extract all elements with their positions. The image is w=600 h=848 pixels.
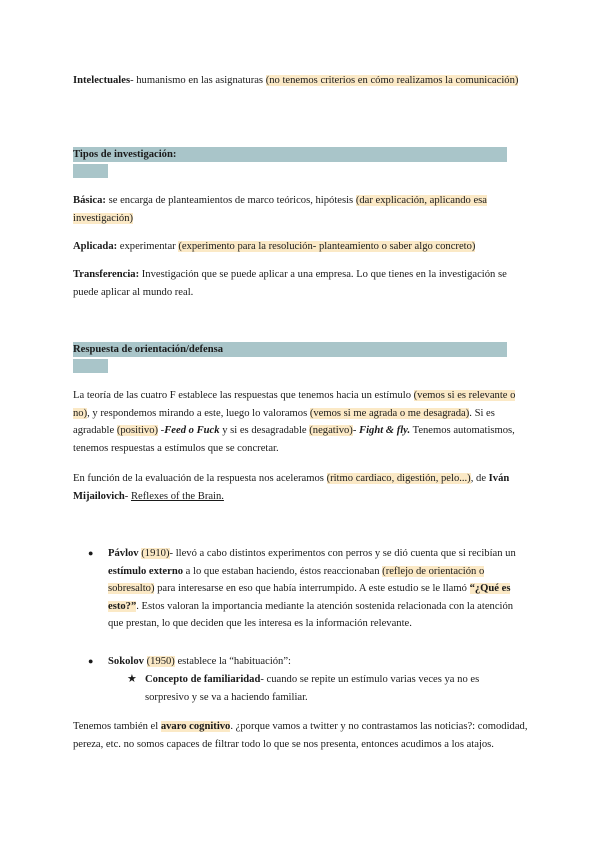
avaro-cognitivo-highlight: avaro cognitivo — [160, 721, 231, 732]
pavlov-list-item — [108, 545, 518, 633]
pavlov-text-3: para interesarse en eso que había interrumpido. A este estudio se le llamó — [154, 583, 470, 594]
p1-feed-or-fuck: Feed o Fuck — [164, 425, 220, 436]
sokolov-list-item — [108, 653, 518, 671]
pavlov-que-es-esto: “¿Qué es esto?” — [108, 583, 511, 612]
sokolov-year: (1950) — [146, 656, 175, 667]
basica-text: se encarga de planteamientos de marco teóricos, hipótesis — [105, 195, 356, 206]
p2-text-a: En función de la evaluación de la respuesta nos aceleramos — [73, 473, 327, 484]
pavlov-name: Pávlov — [108, 548, 139, 559]
pavlov-year: (1910) — [141, 548, 170, 559]
basica-paragraph — [73, 192, 528, 227]
star-icon: ★ — [127, 673, 137, 685]
p1-text-g: Tenemos automatismos, tenemos respuestas a estímulos que se concretar. — [73, 425, 515, 454]
p1-highlight-2: (vemos si me agrada o me desagrada) — [309, 407, 470, 419]
p1-text-b: , y respondemos mirando a este, luego lo valoramos — [87, 407, 310, 419]
pavlov-estimulo-externo: estímulo externo — [108, 565, 184, 577]
pavlov-text-4: . Estos valoran la importancia mediante la atención sostenida relacionada con la atención que prestan, lo que deciden que les interesa es la información relevante. — [108, 600, 514, 629]
basica-highlight: (dar explicación, aplicando esa investigación) — [73, 195, 488, 224]
p2-ivan-name: Iván Mijailovich — [73, 473, 510, 502]
p2-text-b: , de — [470, 473, 489, 484]
aplicada-paragraph — [73, 238, 528, 256]
section-subbar-tipos — [73, 164, 108, 178]
basica-label: Básica: — [73, 195, 106, 206]
bullet-icon: ● — [88, 548, 94, 558]
p2-text-c: - — [124, 490, 131, 502]
sokolov-name: Sokolov — [108, 656, 144, 667]
p1-text-f: - — [352, 425, 360, 436]
concepto-text: - cuando se repite un estímulo varias veces ya no es sorpresivo y se va a haciendo familiar. — [145, 674, 480, 703]
final-text-b: . ¿porque vamos a twitter y no contrastamos las noticias?: comodidad, pereza, etc. no somos capaces de filtrar todo lo que se nos presenta, entonces acudimos a los atajos. — [73, 721, 528, 750]
intelectuales-paragraph — [73, 72, 528, 90]
section-heading-respuesta — [73, 342, 507, 357]
evaluacion-paragraph — [73, 470, 528, 505]
bullet-icon: ● — [88, 656, 94, 666]
p1-fight-and-fly: Fight & fly. — [359, 425, 411, 436]
pavlov-highlight: (reflejo de orientación o sobresalto) — [108, 565, 485, 594]
transferencia-paragraph — [73, 266, 528, 301]
intelectuales-highlight: (no tenemos criterios en cómo realizamos la comunicación) — [265, 75, 519, 86]
p1-text-d: - — [158, 425, 165, 436]
tipos-heading-text: Tipos de investigación: — [73, 149, 177, 160]
intelectuales-text: - humanismo en las asignaturas — [130, 75, 266, 86]
pavlov-text-1: - llevó a cabo distintos experimentos con perros y se dió cuenta que si recibían un — [169, 548, 516, 559]
aplicada-label: Aplicada: — [73, 241, 118, 252]
section-heading-tipos — [73, 147, 507, 162]
aplicada-text: experimentar — [117, 241, 179, 252]
intelectuales-label: Intelectuales — [73, 75, 131, 86]
aplicada-highlight: (experimento para la resolución- planteamiento o saber algo concreto) — [178, 241, 476, 252]
section-subbar-respuesta — [73, 359, 108, 373]
cuatro-f-paragraph — [73, 387, 528, 457]
reflexes-of-the-brain-link[interactable]: Reflexes of the Brain. — [130, 490, 224, 502]
avaro-cognitivo-paragraph — [73, 718, 528, 753]
p1-text-a: La teoría de las cuatro F establece las respuestas que tenemos hacia un estímulo — [73, 390, 414, 401]
concepto-label: Concepto de familiaridad — [145, 674, 261, 685]
transferencia-text: Investigación que se puede aplicar a una empresa. Lo que tienes en la investigación se puede aplicar al mundo real. — [73, 269, 507, 298]
p1-highlight-1: (vemos si es relevante o no) — [73, 390, 516, 419]
concepto-familiaridad-item — [145, 671, 525, 706]
transferencia-label: Transferencia: — [73, 269, 140, 280]
sokolov-text: establece la “habituación”: — [174, 656, 292, 667]
p2-highlight: (ritmo cardiaco, digestión, pelo...) — [326, 473, 471, 484]
p1-text-e: y si es desagradable — [219, 425, 310, 436]
p1-highlight-3: (positivo) — [116, 425, 159, 436]
respuesta-heading-text: Respuesta de orientación/defensa — [73, 344, 224, 355]
p1-text-c: . Si es agradable — [73, 407, 495, 436]
pavlov-text-2: a lo que estaban haciendo, éstos reaccionaban — [183, 565, 383, 577]
final-text-a: Tenemos también el — [73, 721, 161, 732]
p1-highlight-4: (negativo) — [309, 425, 353, 436]
